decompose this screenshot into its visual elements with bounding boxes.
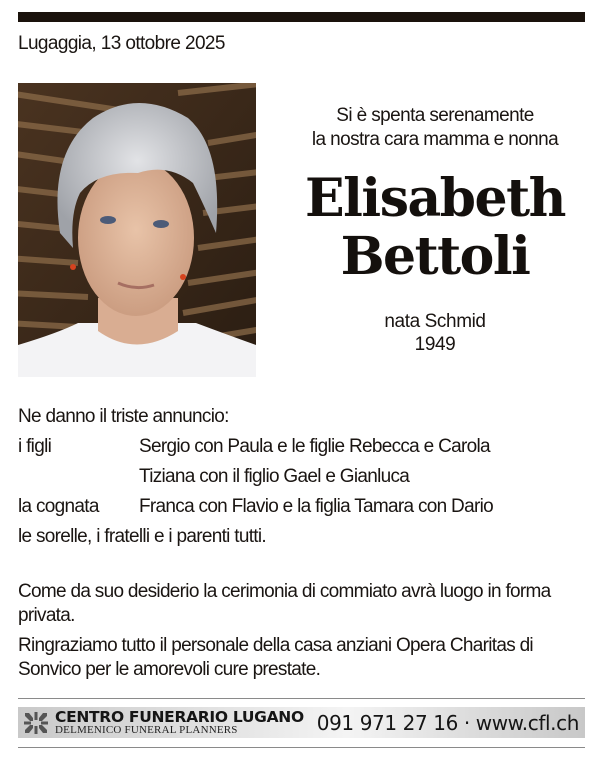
relation-label [18, 462, 139, 492]
deceased-name [290, 170, 580, 286]
portrait-image [18, 83, 256, 377]
relation-label: i figli [18, 436, 52, 457]
closing-text [18, 580, 588, 688]
family-names: Franca con Flavio e la figlia Tamara con Dario [139, 496, 493, 517]
family-row [18, 432, 588, 462]
family-names: Sergio con Paula e le figlie Rebecca e Carola [139, 436, 490, 457]
four-arrows-inward-icon [23, 710, 49, 736]
footer-rule-bottom [18, 747, 585, 748]
portrait-photo [18, 83, 256, 377]
first-name: Elisabeth [305, 168, 565, 229]
top-rule [18, 12, 585, 22]
intro-line-2: la nostra cara mamma e nonna [311, 129, 559, 150]
dateline: Lugaggia, 13 ottobre 2025 [18, 33, 225, 54]
intro-text [290, 104, 580, 152]
announcement [18, 402, 588, 552]
family-names: Tiziana con il figlio Gael e Gianluca [139, 466, 410, 487]
thanks-note: Ringraziamo tutto il personale della casa anziani Opera Charitas di Sonvico per le amorevoli cure prestate. [18, 635, 533, 680]
ceremony-note: Come da suo desiderio la cerimonia di commiato avrà luogo in forma privata. [18, 581, 551, 626]
announcement-heading: Ne danno il triste annuncio: [18, 406, 229, 427]
family-row [18, 462, 588, 492]
birth-info [290, 310, 580, 356]
relation-label: la cognata [18, 496, 99, 517]
announcement-closing-line: le sorelle, i fratelli e i parenti tutti. [18, 526, 266, 547]
brand-block [55, 709, 304, 736]
contact-info: 091 971 27 16 · www.cfl.ch [316, 710, 579, 735]
funeral-home-banner [18, 707, 585, 738]
brand-tagline: DELMENICO FUNERAL PLANNERS [55, 724, 238, 736]
last-name: Bettoli [340, 226, 530, 287]
brand-name: CENTRO FUNERARIO LUGANO [55, 708, 304, 726]
intro-line-1: Si è spenta serenamente [336, 105, 534, 126]
birth-year: 1949 [414, 334, 456, 355]
footer-rule-top [18, 698, 585, 699]
maiden-name: nata Schmid [384, 311, 486, 332]
family-row [18, 492, 588, 522]
